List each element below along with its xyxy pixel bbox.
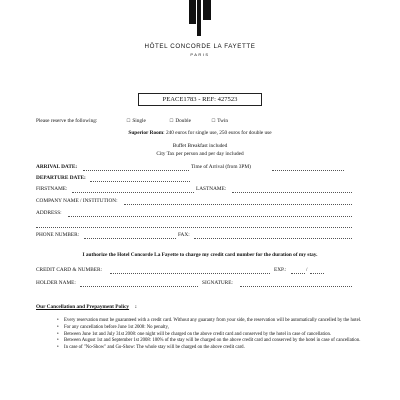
address-field[interactable] [68,210,352,217]
superior-room-info: Superior Room: 240 euros for single use, 250 euros for double use [128,130,272,136]
policy-list [64,318,384,352]
firstname-field[interactable] [72,186,194,193]
address-field-line-2[interactable] [36,221,352,228]
phone-field[interactable] [84,232,176,239]
policy-item: • Between August 1st and September 1st 2008: 100% of the stay will be charged on the above credit card and conserved by the hotel in case of cancellation. [64,338,384,345]
exp-separator: / [306,267,308,273]
option-twin[interactable]: □ Twin [211,118,229,124]
holder-name-label: HOLDER NAME: [36,280,76,286]
policy-title: Our Cancellation and Prepayment Policy [36,304,130,310]
holder-name-field[interactable] [80,280,198,287]
exp-month-field[interactable] [291,267,308,274]
signature-label: SIGNATURE: [202,280,233,286]
time-of-arrival-field[interactable] [272,164,344,171]
exp-year-field[interactable] [310,267,324,274]
fax-field[interactable] [194,232,352,239]
credit-card-field[interactable] [110,267,270,274]
option-single[interactable]: □ Single [126,118,146,124]
authorization-text: I authorize the Hotel Concorde La Fayette to charge my credit card number for the duration of my stay. [82,252,318,258]
city-tax-info: City Tax per person and per day included [156,151,244,157]
policy-item: • In case of "No-Show" and Go-Show: The whole stay will be charged on the above credit card. [64,345,384,352]
breakfast-info: Buffet Breakfast included [172,143,228,149]
option-double[interactable]: □ Double [169,118,191,124]
arrival-date-field[interactable] [83,164,189,171]
policy-title-colon: : [135,304,137,310]
departure-date-label: DEPARTURE DATE: [36,175,86,181]
policy-item: • Between June 1st and July 31st 2008: one night will be charged on the above credit card and conserved by the hotel in case of cancellation. [64,332,384,339]
checkbox-icon[interactable]: □ [169,118,174,124]
company-label: COMPANY NAME / INSTITUTION: [36,198,118,204]
hotel-name: HÔTEL CONCORDE LA FAYETTE [144,43,256,50]
reserve-prompt: Please reserve the following: [36,118,98,124]
firstname-label: FIRSTNAME: [36,186,68,192]
hotel-city: PARIS [190,52,210,57]
address-label: ADDRESS: [36,210,62,216]
credit-card-label: CREDIT CARD & NUMBER: [36,267,102,273]
reference-box: PEACE1783 - REF: 427523 [138,93,262,106]
company-field[interactable] [124,198,352,205]
fax-label: FAX: [178,232,190,238]
checkbox-icon[interactable]: □ [126,118,131,124]
lastname-field[interactable] [232,186,352,193]
checkbox-icon[interactable]: □ [211,118,216,124]
signature-field[interactable] [240,280,352,287]
lastname-label: LASTNAME: [196,186,227,192]
time-of-arrival-label: Time of Arrival (from 3PM) [191,164,251,170]
arrival-date-label: ARRIVAL DATE: [36,164,78,170]
departure-date-field[interactable] [90,175,190,182]
exp-label: EXP.: [274,267,287,273]
policy-item: • Every reservation must be guaranteed with a credit card. Without any guaranty from your side, the reservation will be automatically cancelled by the hotel. [64,318,384,325]
phone-label: PHONE NUMBER: [36,232,80,238]
policy-item: • For any cancellation before June 1st 2008: No penalty, [64,325,384,332]
